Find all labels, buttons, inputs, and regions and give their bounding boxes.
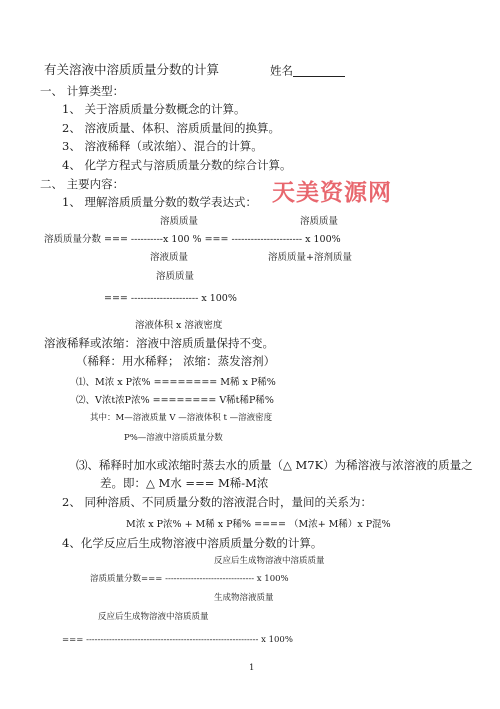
page-number: 1 <box>249 663 255 673</box>
dilution-note: （稀释：用水稀释； 浓缩：蒸发溶剂） <box>76 354 276 368</box>
formula3-denominator: 生成物溶液质量 <box>214 593 274 603</box>
formula1-numerator-a: 溶质质量 <box>160 216 199 227</box>
page-title: 有关溶液中溶质质量分数的计算 <box>44 62 220 77</box>
item1-text: 1、 理解溶质质量分数的数学表达式： <box>62 195 257 209</box>
mix-equation: M浓 x P浓% + M稀 x P稀% ==== （M浓+ M稀）x P混% <box>126 519 391 530</box>
formula2-numerator: 溶质质量 <box>156 271 195 282</box>
dilution-rule: 溶液稀释或浓缩：溶液中溶质质量保持不变。 <box>44 336 274 350</box>
name-blank <box>293 65 345 77</box>
formula3-numerator: 反应后生成物溶液中溶质质量 <box>214 556 325 566</box>
dilution-eq3-line1: ⑶、稀释时加水或浓缩时蒸去水的质量（△ M7K）为稀溶液与浓溶液的质量之 <box>76 458 473 472</box>
item2-text: 2、 同种溶质、不同质量分数的溶液混合时，量间的关系为： <box>62 495 372 509</box>
section1-heading: 一、 计算类型： <box>40 84 125 98</box>
formula2-denominator: 溶液体积 x 溶液密度 <box>135 320 223 331</box>
dilution-eq1: ⑴、M浓 x P浓% ======== M稀 x P稀% <box>76 377 276 388</box>
section1-item: 2、 溶液质量、体积、溶质质量间的换算。 <box>62 121 280 135</box>
formula1-numerator-b: 溶质质量 <box>300 216 339 227</box>
section1-item: 3、 溶液稀释（或浓缩）、混合的计算。 <box>62 139 263 153</box>
section2-heading: 二、 主要内容： <box>40 177 125 191</box>
formula4-main: === ------------------------------------------------------------ x 100% <box>62 635 293 645</box>
formula1-main: 溶质质量分数 === ----------x 100 % === ---------------------- x 100% <box>44 234 341 245</box>
item4-text: 4、化学反应后生成物溶液中溶质质量分数的计算。 <box>62 536 323 550</box>
formula2-main: === --------------------- x 100% <box>104 293 237 304</box>
section1-item: 4、 化学方程式与溶质质量分数的综合计算。 <box>62 158 292 172</box>
dilution-eq2: ⑵、V浓t浓P浓% ======== V稀t稀P稀% <box>76 395 274 406</box>
dilution-p-def: P%—溶液中溶质质量分数 <box>124 433 223 443</box>
section1-item: 1、 关于溶质质量分数概念的计算。 <box>62 102 246 116</box>
formula1-denominator-a: 溶液质量 <box>150 252 189 263</box>
name-label: 姓名 <box>270 63 293 78</box>
formula1-denominator-b: 溶质质量+溶剂质量 <box>268 252 352 263</box>
name-field <box>270 65 345 77</box>
dilution-eq3-line2: 差。即：△ M水 === M稀-M浓 <box>100 476 269 490</box>
watermark-logo: 天美资源网 <box>272 180 392 206</box>
dilution-where: 其中：M—溶液质量 V —溶液体积 t —溶液密度 <box>90 413 273 423</box>
formula4-numerator: 反应后生成物溶液中溶质质量 <box>98 612 209 622</box>
formula3-main: 溶质质量分数=== ------------------------------- x 100% <box>90 574 289 584</box>
